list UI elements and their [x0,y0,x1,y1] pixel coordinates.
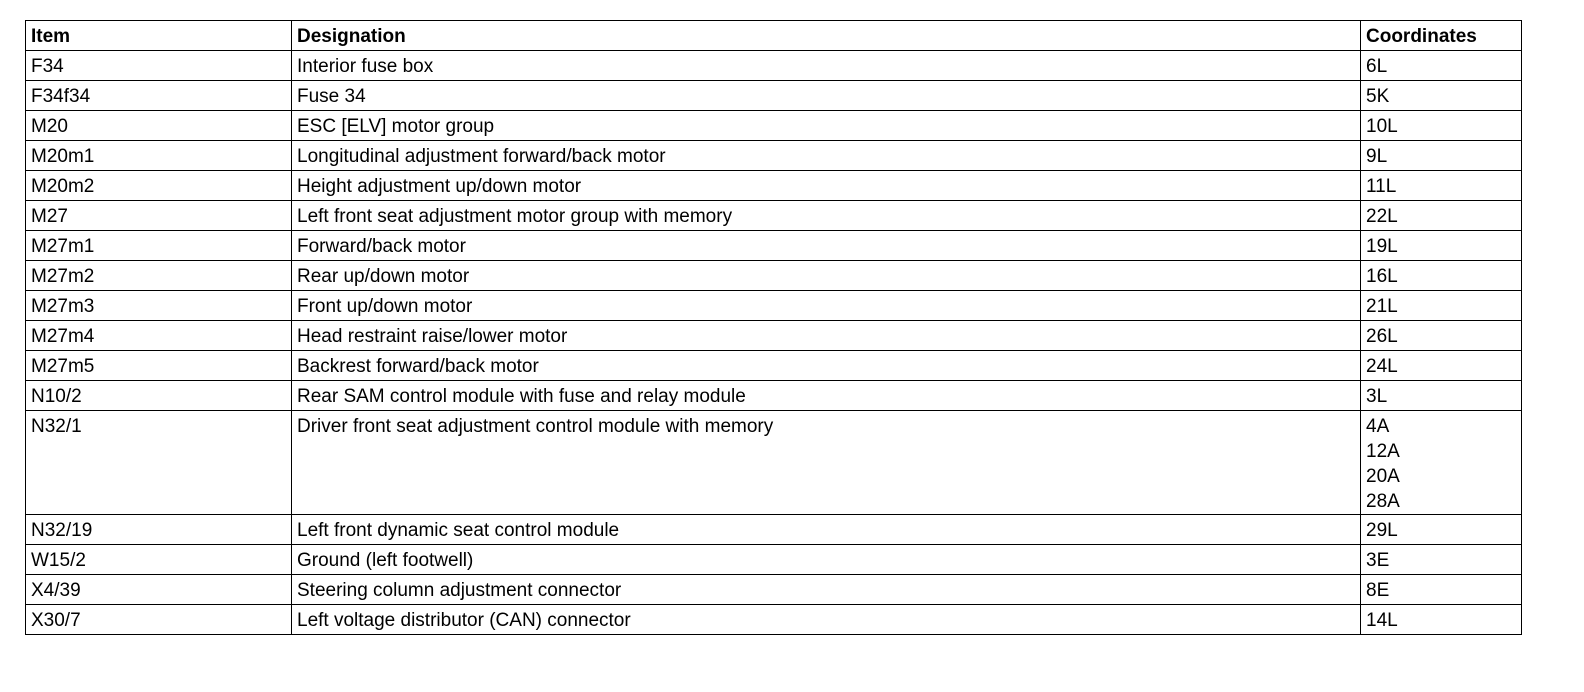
coordinate-value: 9L [1366,146,1388,167]
table-row [26,81,1522,111]
table-row [26,605,1522,635]
cell-coordinates [1361,321,1522,351]
cell-item: M27m5 [26,351,292,381]
header-row [26,21,1522,51]
table-header [26,21,1522,51]
cell-item: W15/2 [26,545,292,575]
cell-coordinates [1361,81,1522,111]
cell-item: N10/2 [26,381,292,411]
cell-coordinates [1361,575,1522,605]
cell-designation: Backrest forward/back motor [292,351,1361,381]
coordinate-value: 6L [1366,56,1388,77]
table-body [26,51,1522,635]
coordinate-value: 4A [1366,416,1390,437]
cell-coordinates [1361,51,1522,81]
cell-designation: Driver front seat adjustment control module with memory [292,411,1361,515]
coordinate-value: 29L [1366,520,1398,541]
header-designation: Designation [292,21,1361,51]
table-row [26,575,1522,605]
table-row [26,261,1522,291]
coordinate-value: 10L [1366,116,1398,137]
coordinate-value: 8E [1366,580,1390,601]
cell-coordinates [1361,545,1522,575]
table-row [26,411,1522,515]
coordinate-value: 22L [1366,206,1398,227]
cell-item: X30/7 [26,605,292,635]
cell-designation: Front up/down motor [292,291,1361,321]
cell-item: N32/19 [26,515,292,545]
coordinate-value: 24L [1366,356,1398,377]
table-row [26,321,1522,351]
table-row [26,231,1522,261]
cell-coordinates [1361,141,1522,171]
cell-coordinates [1361,411,1522,515]
cell-designation: Interior fuse box [292,51,1361,81]
coordinate-value: 11L [1366,176,1397,197]
cell-designation: Left voltage distributor (CAN) connector [292,605,1361,635]
cell-coordinates [1361,381,1522,411]
cell-designation: Fuse 34 [292,81,1361,111]
coordinate-value: 28A [1366,491,1400,512]
cell-coordinates [1361,351,1522,381]
cell-item: M20m1 [26,141,292,171]
cell-item: X4/39 [26,575,292,605]
coordinate-value: 16L [1366,266,1398,287]
coordinate-value: 3L [1366,386,1388,407]
coordinate-value: 26L [1366,326,1398,347]
cell-designation: Left front seat adjustment motor group with memory [292,201,1361,231]
table-row [26,141,1522,171]
table-row [26,171,1522,201]
cell-coordinates [1361,171,1522,201]
coordinate-value: 20A [1366,466,1400,487]
cell-designation: Rear SAM control module with fuse and relay module [292,381,1361,411]
coordinate-value: 21L [1366,296,1398,317]
coordinate-value: 19L [1366,236,1398,257]
table-row [26,201,1522,231]
cell-designation: Longitudinal adjustment forward/back motor [292,141,1361,171]
cell-designation: Steering column adjustment connector [292,575,1361,605]
cell-designation: Ground (left footwell) [292,545,1361,575]
cell-item: M20 [26,111,292,141]
table-row [26,51,1522,81]
cell-item: N32/1 [26,411,292,515]
coordinate-value: 14L [1366,610,1398,631]
header-item: Item [26,21,292,51]
cell-item: M27m1 [26,231,292,261]
table-row [26,515,1522,545]
cell-coordinates [1361,201,1522,231]
cell-item: M27m4 [26,321,292,351]
table-row [26,545,1522,575]
cell-coordinates [1361,291,1522,321]
cell-designation: ESC [ELV] motor group [292,111,1361,141]
cell-item: F34 [26,51,292,81]
coordinate-value: 3E [1366,550,1390,571]
cell-coordinates [1361,261,1522,291]
table-row [26,291,1522,321]
cell-item: M20m2 [26,171,292,201]
cell-designation: Left front dynamic seat control module [292,515,1361,545]
coordinate-value: 12A [1366,441,1400,462]
table-row [26,351,1522,381]
cell-coordinates [1361,515,1522,545]
table-row [26,381,1522,411]
cell-coordinates [1361,111,1522,141]
cell-designation: Forward/back motor [292,231,1361,261]
cell-item: M27m2 [26,261,292,291]
cell-item: F34f34 [26,81,292,111]
cell-item: M27m3 [26,291,292,321]
cell-coordinates [1361,605,1522,635]
cell-designation: Head restraint raise/lower motor [292,321,1361,351]
cell-coordinates [1361,231,1522,261]
table-row [26,111,1522,141]
header-coordinates: Coordinates [1361,21,1522,51]
component-legend-table [25,20,1522,635]
cell-designation: Height adjustment up/down motor [292,171,1361,201]
coordinate-value: 5K [1366,86,1390,107]
cell-item: M27 [26,201,292,231]
cell-designation: Rear up/down motor [292,261,1361,291]
